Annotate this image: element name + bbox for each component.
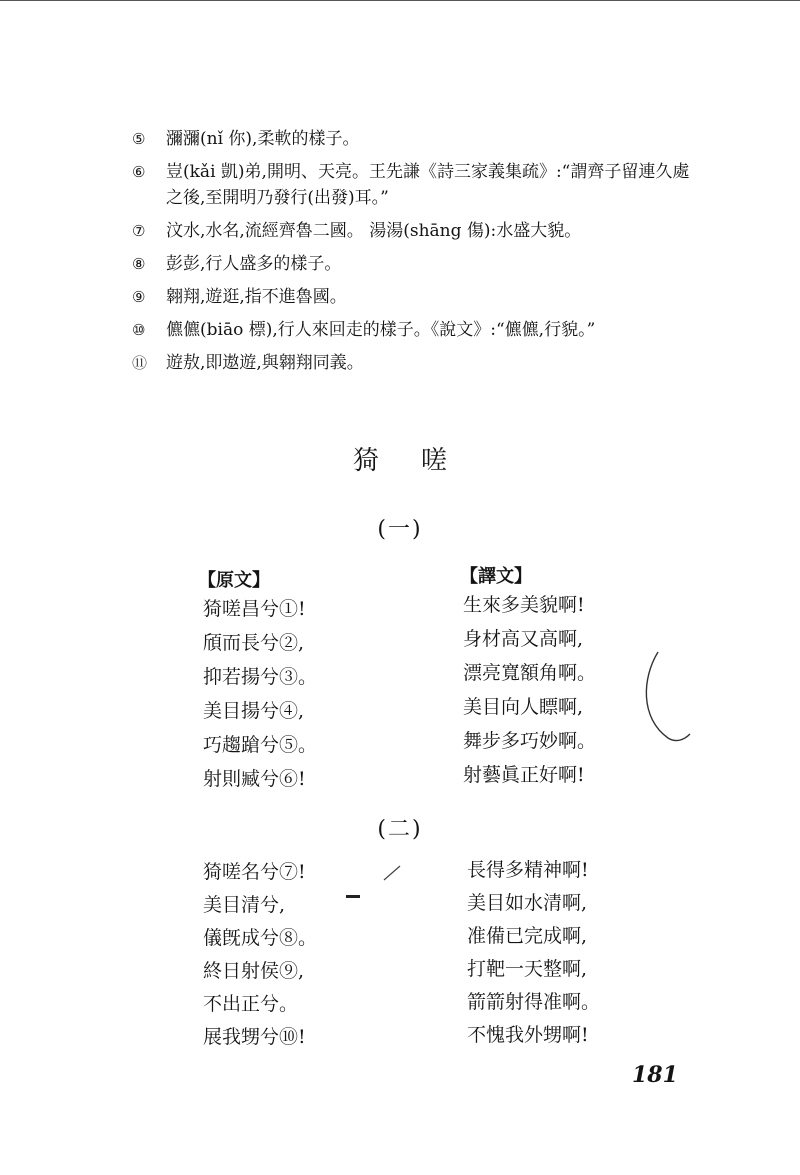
- footnote-number: ⑨: [132, 288, 146, 306]
- footnote-text: 儦儦(biāo 標),行人來回走的樣子。《說文》:“儦儦,行貌。”: [166, 320, 596, 340]
- footnote-number: ⑩: [132, 321, 146, 339]
- footnote-item: [132, 159, 692, 211]
- translation-stanza-2: [467, 854, 600, 1052]
- scan-mark: [382, 862, 404, 882]
- translation-line: 長得多精神啊!: [467, 859, 589, 881]
- footnote-text: 豈(kǎi 凱)弟,開明、天亮。王先謙《詩三家義集疏》:“謂齊子留連久處之後,至開明乃發行(出發)耳。”: [166, 162, 690, 208]
- translation-line: 射藝眞正好啊!: [463, 764, 585, 786]
- original-line: 猗嗟名兮⑦!: [203, 861, 306, 883]
- footnote-item: [132, 251, 692, 277]
- original-stanza-1: [203, 592, 317, 796]
- translation-label: 【譯文】: [460, 566, 532, 587]
- footnote-text: 瀰瀰(nǐ 你),柔軟的樣子。: [166, 129, 360, 149]
- translation-line: 准備已完成啊,: [467, 925, 588, 947]
- original-line: 展我甥兮⑩!: [203, 1026, 306, 1048]
- original-line: 不出正兮。: [203, 993, 299, 1015]
- footnote-text: 汶水,水名,流經齊魯二國。 湯湯(shāng 傷):水盛大貌。: [166, 221, 582, 241]
- footnote-text: 彭彭,行人盛多的樣子。: [166, 254, 342, 274]
- poem-title: 猗嗟: [352, 446, 489, 476]
- original-line: 終日射侯⑨,: [203, 960, 305, 982]
- translation-line: 箭箭射得准啊。: [467, 991, 601, 1013]
- footnote-number: ⑥: [132, 163, 146, 181]
- top-border-line: [0, 0, 800, 1]
- section-heading-1: (一): [377, 517, 423, 542]
- original-line: 抑若揚兮③。: [203, 666, 318, 688]
- page-number: 181: [632, 1062, 678, 1088]
- original-line: 儀旣成兮⑧。: [203, 927, 318, 949]
- footnote-number: ⑦: [132, 222, 146, 240]
- footnote-text: 遊敖,即遨遊,與翱翔同義。: [166, 353, 364, 373]
- section-heading-2: (二): [377, 817, 423, 842]
- translation-line: 漂亮寬額角啊。: [463, 662, 597, 684]
- original-line: 頎而長兮②,: [203, 632, 305, 654]
- translation-line: 身材高又高啊,: [463, 628, 584, 650]
- footnote-text: 翱翔,遊逛,指不進魯國。: [166, 287, 347, 307]
- footnotes: [132, 126, 692, 383]
- footnote-number: ⑧: [132, 255, 146, 273]
- footnote-number: ⑤: [132, 130, 146, 148]
- translation-line: 不愧我外甥啊!: [467, 1024, 589, 1046]
- translation-stanza-1: [463, 588, 596, 792]
- translation-line: 舞步多巧妙啊。: [463, 730, 597, 752]
- original-line: 射則臧兮⑥!: [203, 768, 306, 790]
- original-stanza-2: [203, 856, 317, 1054]
- scan-dash-mark: [346, 895, 360, 898]
- translation-line: 美目如水清啊,: [467, 892, 588, 914]
- footnote-item: [132, 126, 692, 152]
- translation-line: 美目向人瞟啊,: [463, 696, 584, 718]
- original-line: 美目揚兮④,: [203, 700, 305, 722]
- translation-line: 打靶一天整啊,: [467, 958, 588, 980]
- footnote-item: [132, 218, 692, 244]
- original-line: 猗嗟昌兮①!: [203, 598, 306, 620]
- footnote-number: ⑪: [132, 354, 148, 372]
- footnote-item: [132, 284, 692, 310]
- original-line: 美目清兮,: [203, 894, 286, 916]
- footnote-item: [132, 350, 692, 376]
- footnote-item: [132, 317, 692, 343]
- handwritten-bracket-mark: [640, 648, 700, 748]
- original-text-label: 【原文】: [198, 570, 270, 591]
- original-line: 巧趨蹌兮⑤。: [203, 734, 318, 756]
- translation-line: 生來多美貌啊!: [463, 594, 585, 616]
